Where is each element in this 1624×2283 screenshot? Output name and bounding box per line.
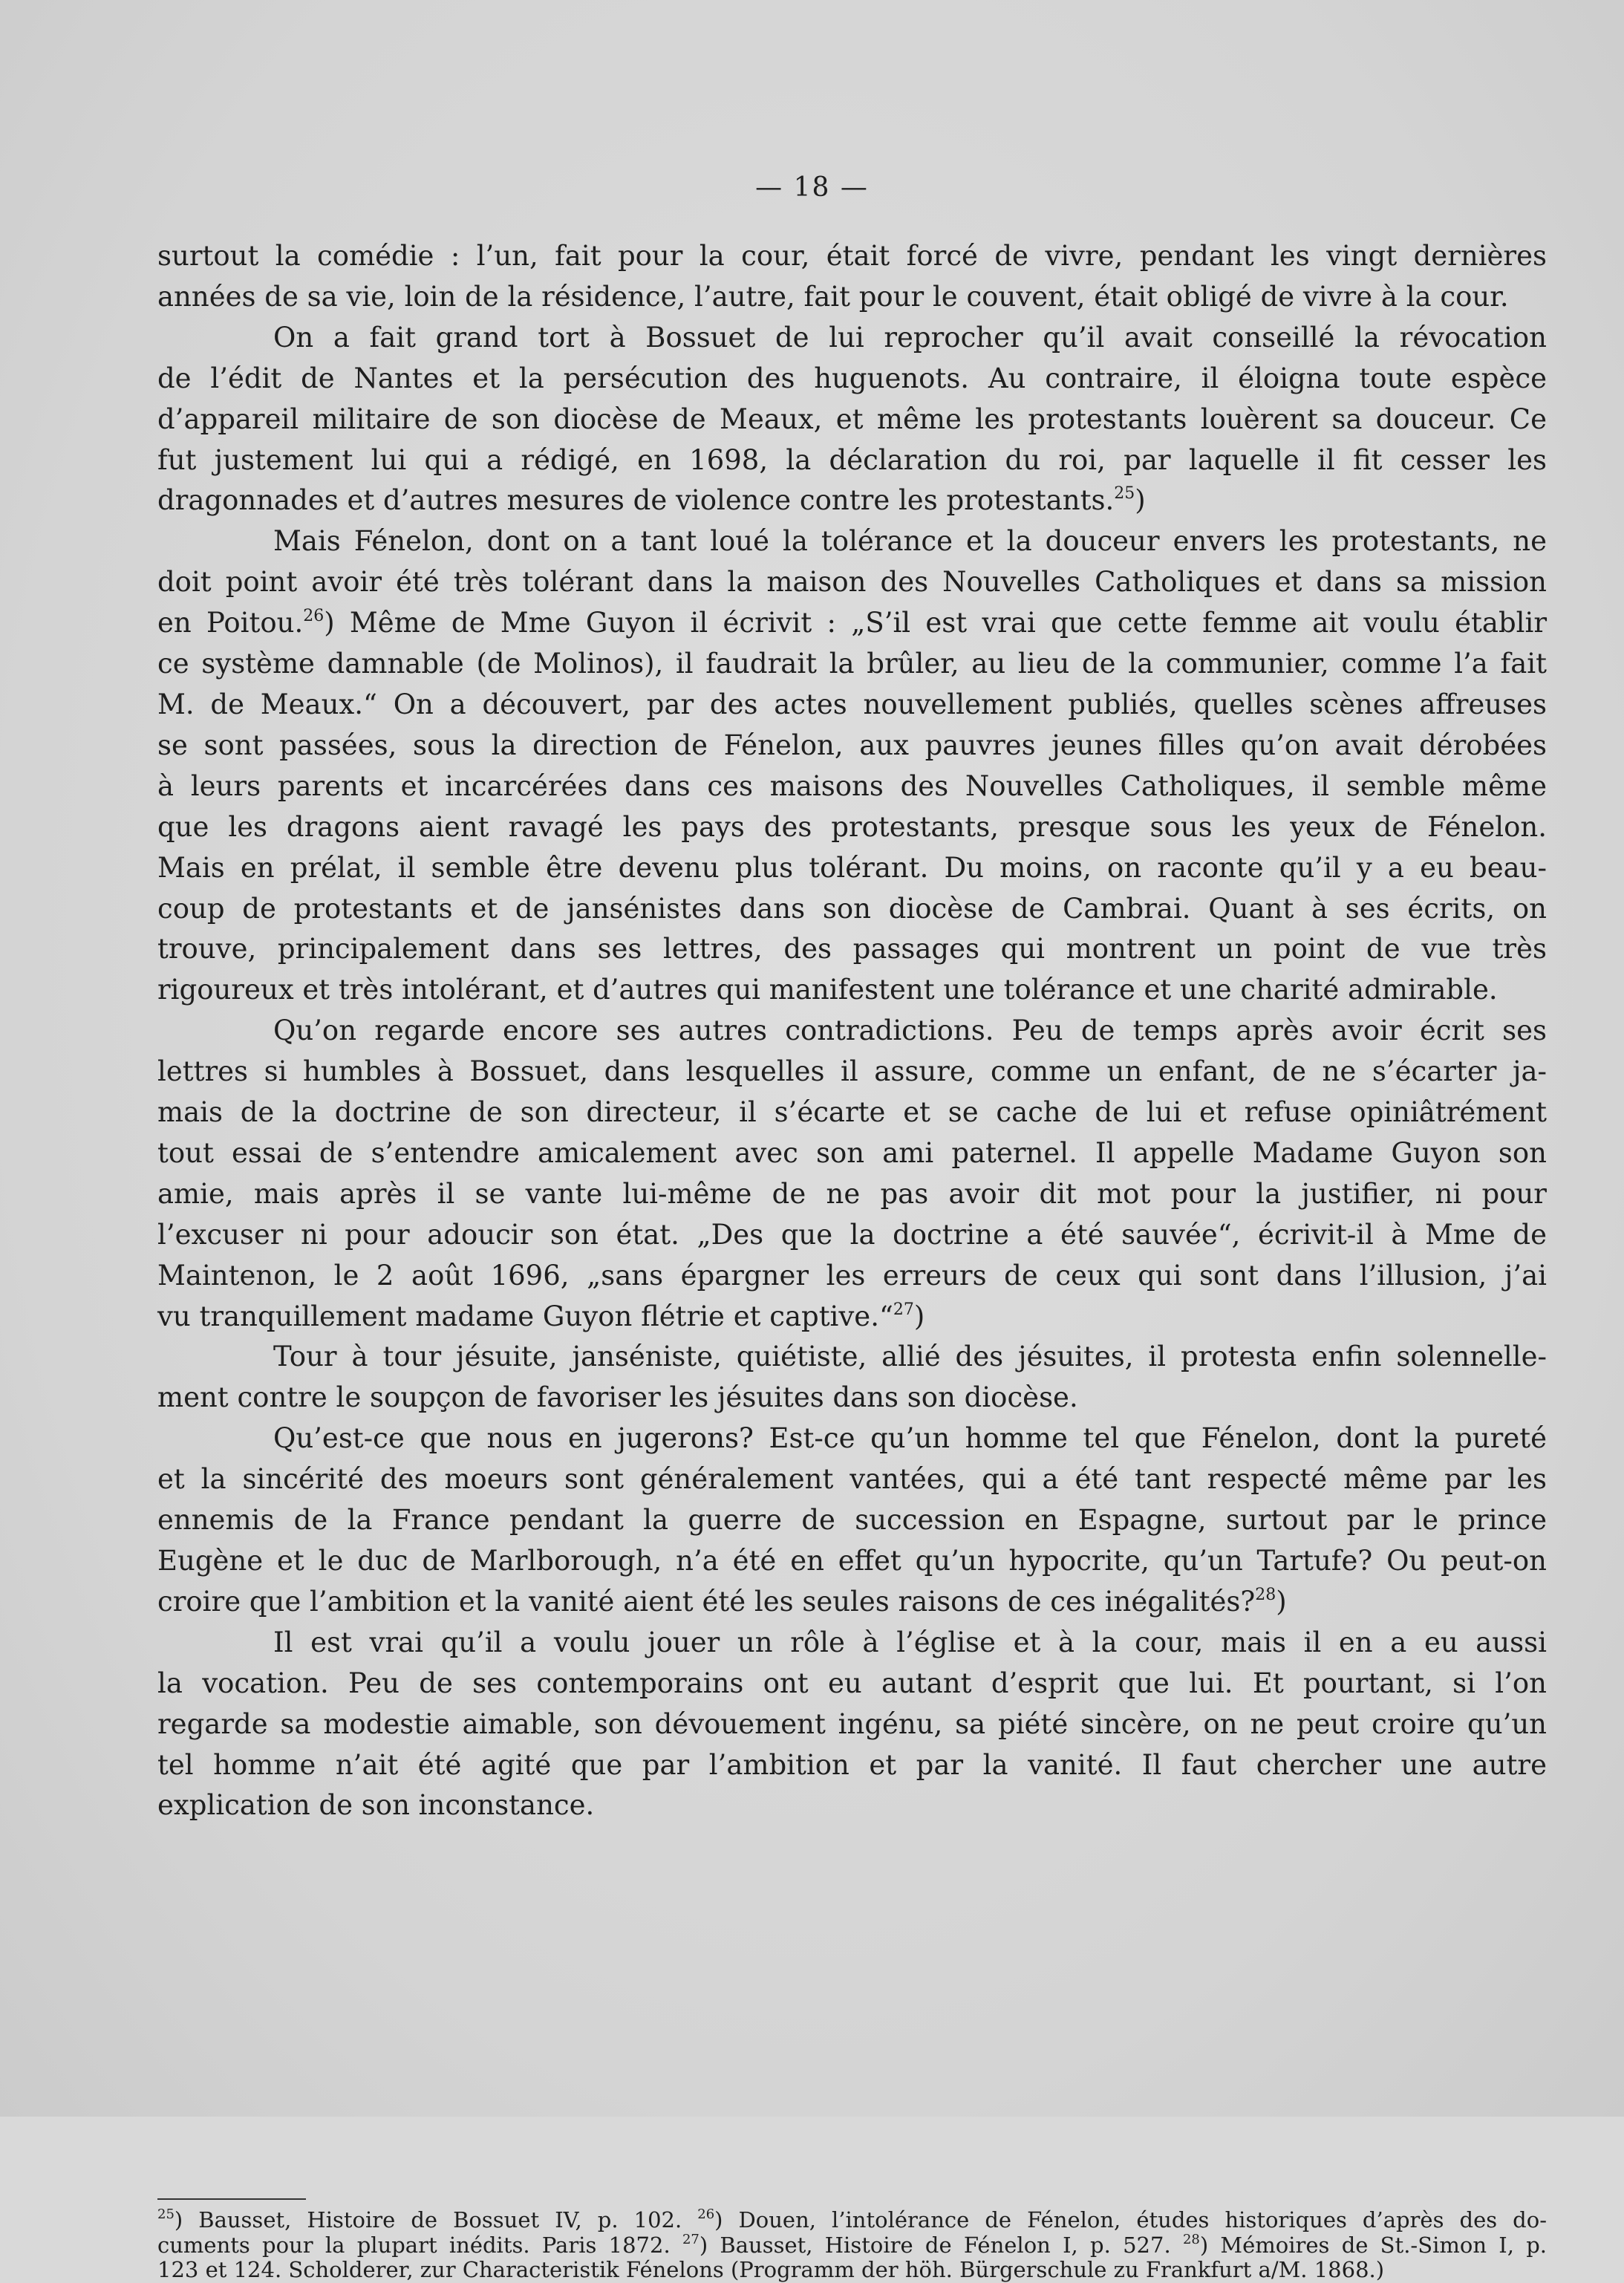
text-line: surtout la comédie : l’un, fait pour la cour, était forcé de vivre, pendant les vingt dernières (157, 240, 1547, 272)
text-span: ) Bausset, Histoire de Fénelon I, p. 527. (699, 2232, 1183, 2258)
text-span: en Poitou. (157, 607, 304, 639)
text-span: ) Bausset, Histoire de Bossuet IV, p. 102. (174, 2207, 698, 2232)
text-line: trouve, principalement dans ses lettres, des passages qui montrent un point de vue très (157, 933, 1547, 965)
footnote-mark: 28 (1182, 2231, 1200, 2247)
text-line: On a fait grand tort à Bossuet de lui reprocher qu’il avait conseillé la révocation (273, 321, 1547, 354)
text-span: de (1495, 1218, 1547, 1251)
text-line: rigoureux et très intolérant, et d’autres qui manifestent une tolérance et une charité admirable. (157, 974, 1498, 1006)
text-line: d’appareil militaire de son diocèse de Meaux, et même les protestants louèrent sa douceur. Ce (157, 403, 1547, 435)
footnote-separator (157, 2198, 306, 2200)
text-span: cuments pour la plupart inédits. Paris 1872. (157, 2232, 682, 2258)
footnote-mark: 25 (157, 2207, 175, 2222)
text-line: années de sa vie, loin de la résidence, l’autre, fait pour le couvent, était obligé de vivre à la cour. (157, 280, 1509, 313)
text-span: ) Même de (324, 607, 500, 639)
footnote-mark: 27 (682, 2231, 700, 2247)
text-line (157, 1582, 1547, 1623)
text-line: Maintenon, le 2 août 1696, „sans épargner les erreurs de ceux qui sont dans l’illusion, j’ai (157, 1259, 1547, 1292)
footnote-line: 123 et 124. Scholderer, zur Characteristik Fénelons (Programm der höh. Bürgerschule zu Frankfurt a/M. 1868.) (157, 2257, 1385, 2282)
text-line: amie, mais après il se vante lui-même de ne pas avoir dit mot pour la justifier, ni pour (157, 1177, 1547, 1210)
text-span: dragonnades et d’autres mesures de violence contre les protestants. (157, 484, 1115, 517)
text-line: tout essai de s’entendre amicalement avec son ami paternel. Il appelle Madame Guyon son (157, 1136, 1547, 1169)
text-line: Mais en prélat, il semble être devenu plus tolérant. Du moins, on raconte qu’il y a eu beau- (157, 851, 1547, 884)
text-span: ) Mémoires de St.-Simon I, p. (1199, 2232, 1547, 2258)
text-span: ) (1276, 1585, 1287, 1618)
footnote-ref: 27 (893, 1300, 914, 1319)
text-span: vu tranquillement madame Guyon flétrie et captive.“ (157, 1300, 893, 1332)
text-span: ) (1135, 484, 1146, 517)
text-span: Guyon il écrivit : „S’il est vrai que cette femme ait voulu établir (570, 607, 1548, 639)
footnote-ref: 26 (303, 607, 325, 626)
text-line: se sont passées, sous la direction de Fénelon, aux pauvres jeunes filles qu’on avait dérobées (157, 729, 1547, 761)
footnote-mark: 26 (697, 2207, 715, 2222)
text-line: Qu’est-ce que nous en jugerons? Est-ce qu’un homme tel que Fénelon, dont la pureté (273, 1422, 1547, 1455)
text-line: doit point avoir été très tolérant dans la maison des Nouvelles Catholiques et dans sa mission (157, 566, 1547, 599)
text-line: mais de la doctrine de son directeur, il s’écarte et se cache de lui et refuse opiniâtrément (157, 1096, 1547, 1129)
text-line: regarde sa modestie aimable, son dévouement ingénu, sa piété sincère, on ne peut croire qu’un (157, 1707, 1547, 1740)
text-span: croire que l’ambition et la vanité aient été les seules raisons de ces inégalités? (157, 1585, 1256, 1618)
text-line: coup de protestants et de jansénistes dans son diocèse de Cambrai. Quant à ses écrits, on (157, 892, 1547, 925)
text-line: Tour à tour jésuite, janséniste, quiétiste, allié des jésuites, il protesta enfin solennelle- (273, 1341, 1547, 1373)
text-line: tel homme n’ait été agité que par l’ambition et par la vanité. Il faut chercher une autre (157, 1748, 1547, 1781)
text-line: lettres si humbles à Bossuet, dans lesquelles il assure, comme un enfant, de ne s’écarter ja- (157, 1055, 1547, 1088)
text-line: Mais Fénelon, dont on a tant loué la tolérance et la douceur envers les protestants, ne (273, 525, 1547, 558)
text-line: de l’édit de Nantes et la persécution des huguenots. Au contraire, il éloigna toute espèce (157, 362, 1547, 394)
text-line (157, 1297, 1547, 1338)
text-span: ) Douen, l’intolérance de Fénelon, études historiques d’après des do- (714, 2207, 1547, 2232)
text-line (157, 1215, 1547, 1256)
text-line: ce système damnable (de Molinos), il faudrait la brûler, au lieu de la communier, comme l’a fait (157, 648, 1547, 680)
text-line: ment contre le soupçon de favoriser les jésuites dans son diocèse. (157, 1381, 1078, 1414)
text-span: l’excuser ni pour adoucir son état. „Des que la doctrine a été sauvée“, écrivit-il à (157, 1218, 1425, 1251)
text-line: à leurs parents et incarcérées dans ces maisons des Nouvelles Catholiques, il semble même (157, 769, 1547, 802)
footnote-ref: 25 (1114, 484, 1135, 504)
text-line: ennemis de la France pendant la guerre de succession en Espagne, surtout par le prince (157, 1504, 1547, 1537)
text-line: Il est vrai qu’il a voulu jouer un rôle à l’église et à la cour, mais il en a eu aussi (273, 1626, 1547, 1658)
text-line (157, 481, 1547, 521)
text-line: fut justement lui qui a rédigé, en 1698, la déclaration du roi, par laquelle il fit cesser les (157, 443, 1547, 476)
page-number: — 18 — (755, 172, 869, 203)
text-line: Qu’on regarde encore ses autres contradictions. Peu de temps après avoir écrit ses (273, 1015, 1547, 1047)
text-line: explication de son inconstance. (157, 1789, 595, 1822)
text-line: M. de Meaux.“ On a découvert, par des actes nouvellement publiés, quelles scènes affreuses (157, 688, 1547, 720)
footnote-line (157, 2233, 1547, 2258)
text-line (157, 603, 1547, 644)
footnote-line (157, 2208, 1547, 2233)
body-text (157, 236, 1547, 1826)
abbreviation-mme: Mme (500, 607, 571, 639)
abbreviation-mme: Mme (1425, 1218, 1496, 1251)
text-line: Eugène et le duc de Marlborough, n’a été en effet qu’un hypocrite, qu’un Tartufe? Ou peut-on (157, 1545, 1547, 1577)
text-line: la vocation. Peu de ses contemporains ont eu autant d’esprit que lui. Et pourtant, si l’on (157, 1667, 1547, 1699)
text-span: ) (913, 1300, 925, 1332)
footnote-ref: 28 (1255, 1585, 1276, 1604)
footnotes (157, 2208, 1547, 2283)
text-line: et la sincérité des moeurs sont généralement vantées, qui a été tant respecté même par les (157, 1463, 1547, 1496)
text-line: que les dragons aient ravagé les pays des protestants, presque sous les yeux de Fénelon. (157, 810, 1547, 843)
